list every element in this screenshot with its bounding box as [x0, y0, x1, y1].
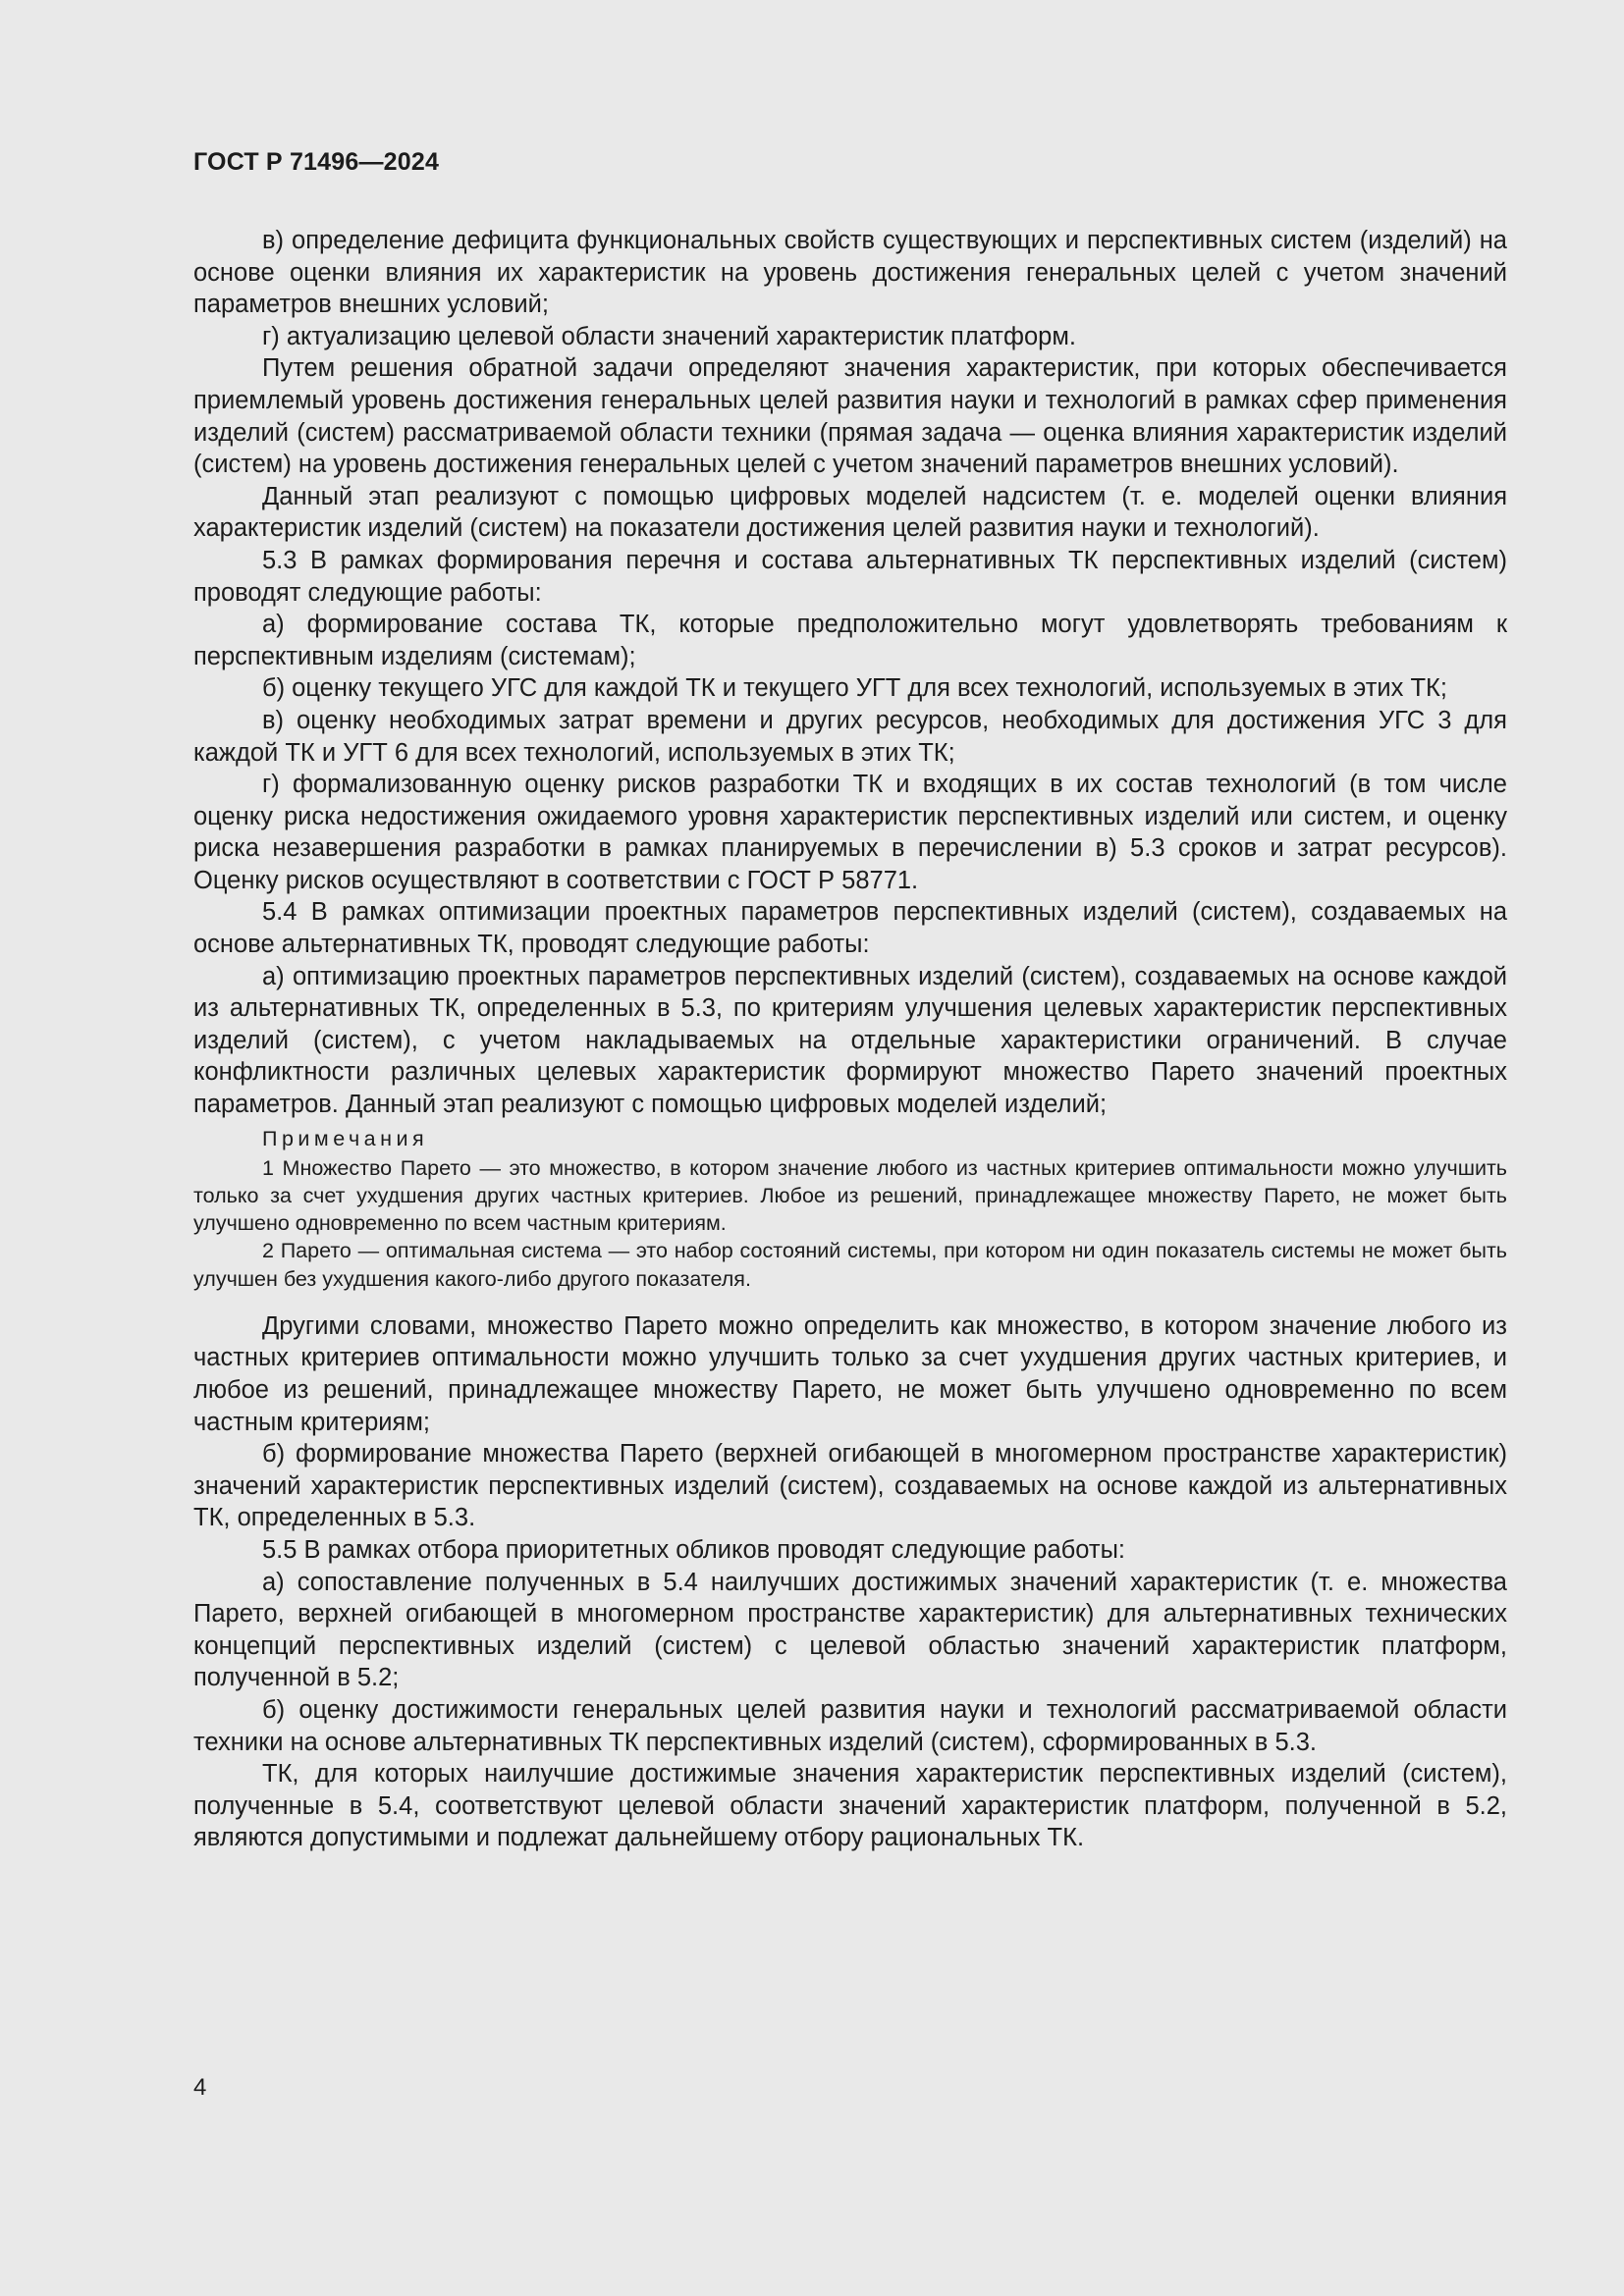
paragraph: Данный этап реализуют с помощью цифровых моделей надсистем (т. е. моделей оценки влияния характеристик изделий (систем) на показатели достижения целей развития науки и технологий). [193, 482, 1507, 543]
paragraph: 5.3 В рамках формирования перечня и состава альтернативных ТК перспективных изделий (систем) проводят следующие работы: [193, 546, 1507, 607]
paragraph: г) формализованную оценку рисков разработки ТК и входящих в их состав технологий (в том числе оценку риска недостижения ожидаемого уровня характеристик перспективных изделий или систем, и оценку риска незавершения разработки в рамках планируемых в перечислении в) 5.3 сроков и затрат ресурсов). Оценку рисков осуществляют в соответствии с ГОСТ Р 58771. [193, 771, 1507, 894]
paragraph: а) оптимизацию проектных параметров перспективных изделий (систем), создаваемых на основе каждой из альтернативных ТК, определенных в 5.3, по критериям улучшения целевых характеристик перспективных изделий (систем), с учетом накладываемых на отдельные характеристики ограничений. В случае конфликтности различных целевых характеристик формируют множество Парето значений проектных параметров. Данный этап реализуют с помощью цифровых моделей изделий; [193, 962, 1507, 1119]
paragraph: в) оценку необходимых затрат времени и других ресурсов, необходимых для достижения УГС 3 для каждой ТК и УГТ 6 для всех технологий, используемых в этих ТК; [193, 706, 1507, 767]
paragraph: ТК, для которых наилучшие достижимые значения характеристик перспективных изделий (систем), полученные в 5.4, соответствуют целевой области значений характеристик платформ, полученной в 5.2, являются допустимыми и подлежат дальнейшему отбору рациональных ТК. [193, 1760, 1507, 1852]
paragraph: а) сопоставление полученных в 5.4 наилучших достижимых значений характеристик (т. е. множества Парето, верхней огибающей в многомерном пространстве характеристик) для альтернативных технических концепций перспективных изделий (систем) с целевой областью значений характеристик платформ, полученной в 5.2; [193, 1568, 1507, 1692]
note-item: 1 Множество Парето — это множество, в котором значение любого из частных критериев оптимальности можно улучшить только за счет ухудшения других частных критериев. Любое из решений, принадлежащее множеству Парето, не может быть улучшено одновременно по всем частным критериям. [193, 1155, 1507, 1236]
paragraph: Другими словами, множество Парето можно определить как множество, в котором значение любого из частных критериев оптимальности можно улучшить только за счет ухудшения других частных критериев, и любое из решений, принадлежащее множеству Парето, не может быть улучшено одновременно по всем частным критериям; [193, 1311, 1507, 1436]
document-body [193, 225, 1507, 1854]
continued-text [193, 1310, 1507, 1854]
paragraph: г) актуализацию целевой области значений характеристик платформ. [262, 322, 1076, 350]
document-code-header: ГОСТ Р 71496—2024 [193, 148, 440, 176]
paragraph: 5.4 В рамках оптимизации проектных параметров перспективных изделий (систем), создаваемых на основе альтернативных ТК, проводят следующие работы: [193, 898, 1507, 959]
notes-title: Примечания [262, 1126, 429, 1150]
paragraph: б) оценку текущего УГС для каждой ТК и текущего УГТ для всех технологий, используемых в этих ТК; [262, 674, 1447, 703]
notes-block [193, 1125, 1507, 1293]
paragraph: б) оценку достижимости генеральных целей развития науки и технологий рассматриваемой области техники на основе альтернативных ТК перспективных изделий (систем), сформированных в 5.3. [193, 1695, 1507, 1756]
paragraph: Путем решения обратной задачи определяют значения характеристик, при которых обеспечивается приемлемый уровень достижения генеральных целей развития науки и технологий в рамках сфер применения изделий (систем) рассматриваемой области техники (прямая задача — оценка влияния характеристик изделий (систем) на уровень достижения генеральных целей с учетом значений параметров внешних условий). [193, 354, 1507, 479]
note-item: 2 Парето — оптимальная система — это набор состояний системы, при котором ни один показатель системы не может быть улучшен без ухудшения какого-либо другого показателя. [193, 1239, 1507, 1291]
paragraph: в) определение дефицита функциональных свойств существующих и перспективных систем (изделий) на основе оценки влияния их характеристик на уровень достижения генеральных целей с учетом значений параметров внешних условий; [193, 227, 1507, 319]
paragraph: а) формирование состава ТК, которые предположительно могут удовлетворять требованиям к перспективным изделиям (системам); [193, 611, 1507, 670]
page-number: 4 [193, 2074, 207, 2101]
paragraph: б) формирование множества Парето (верхней огибающей в многомерном пространстве характеристик) значений характеристик перспективных изделий (систем), создаваемых на основе каждой из альтернативных ТК, определенных в 5.3. [193, 1440, 1507, 1532]
paragraph: 5.5 В рамках отбора приоритетных обликов проводят следующие работы: [262, 1536, 1125, 1564]
